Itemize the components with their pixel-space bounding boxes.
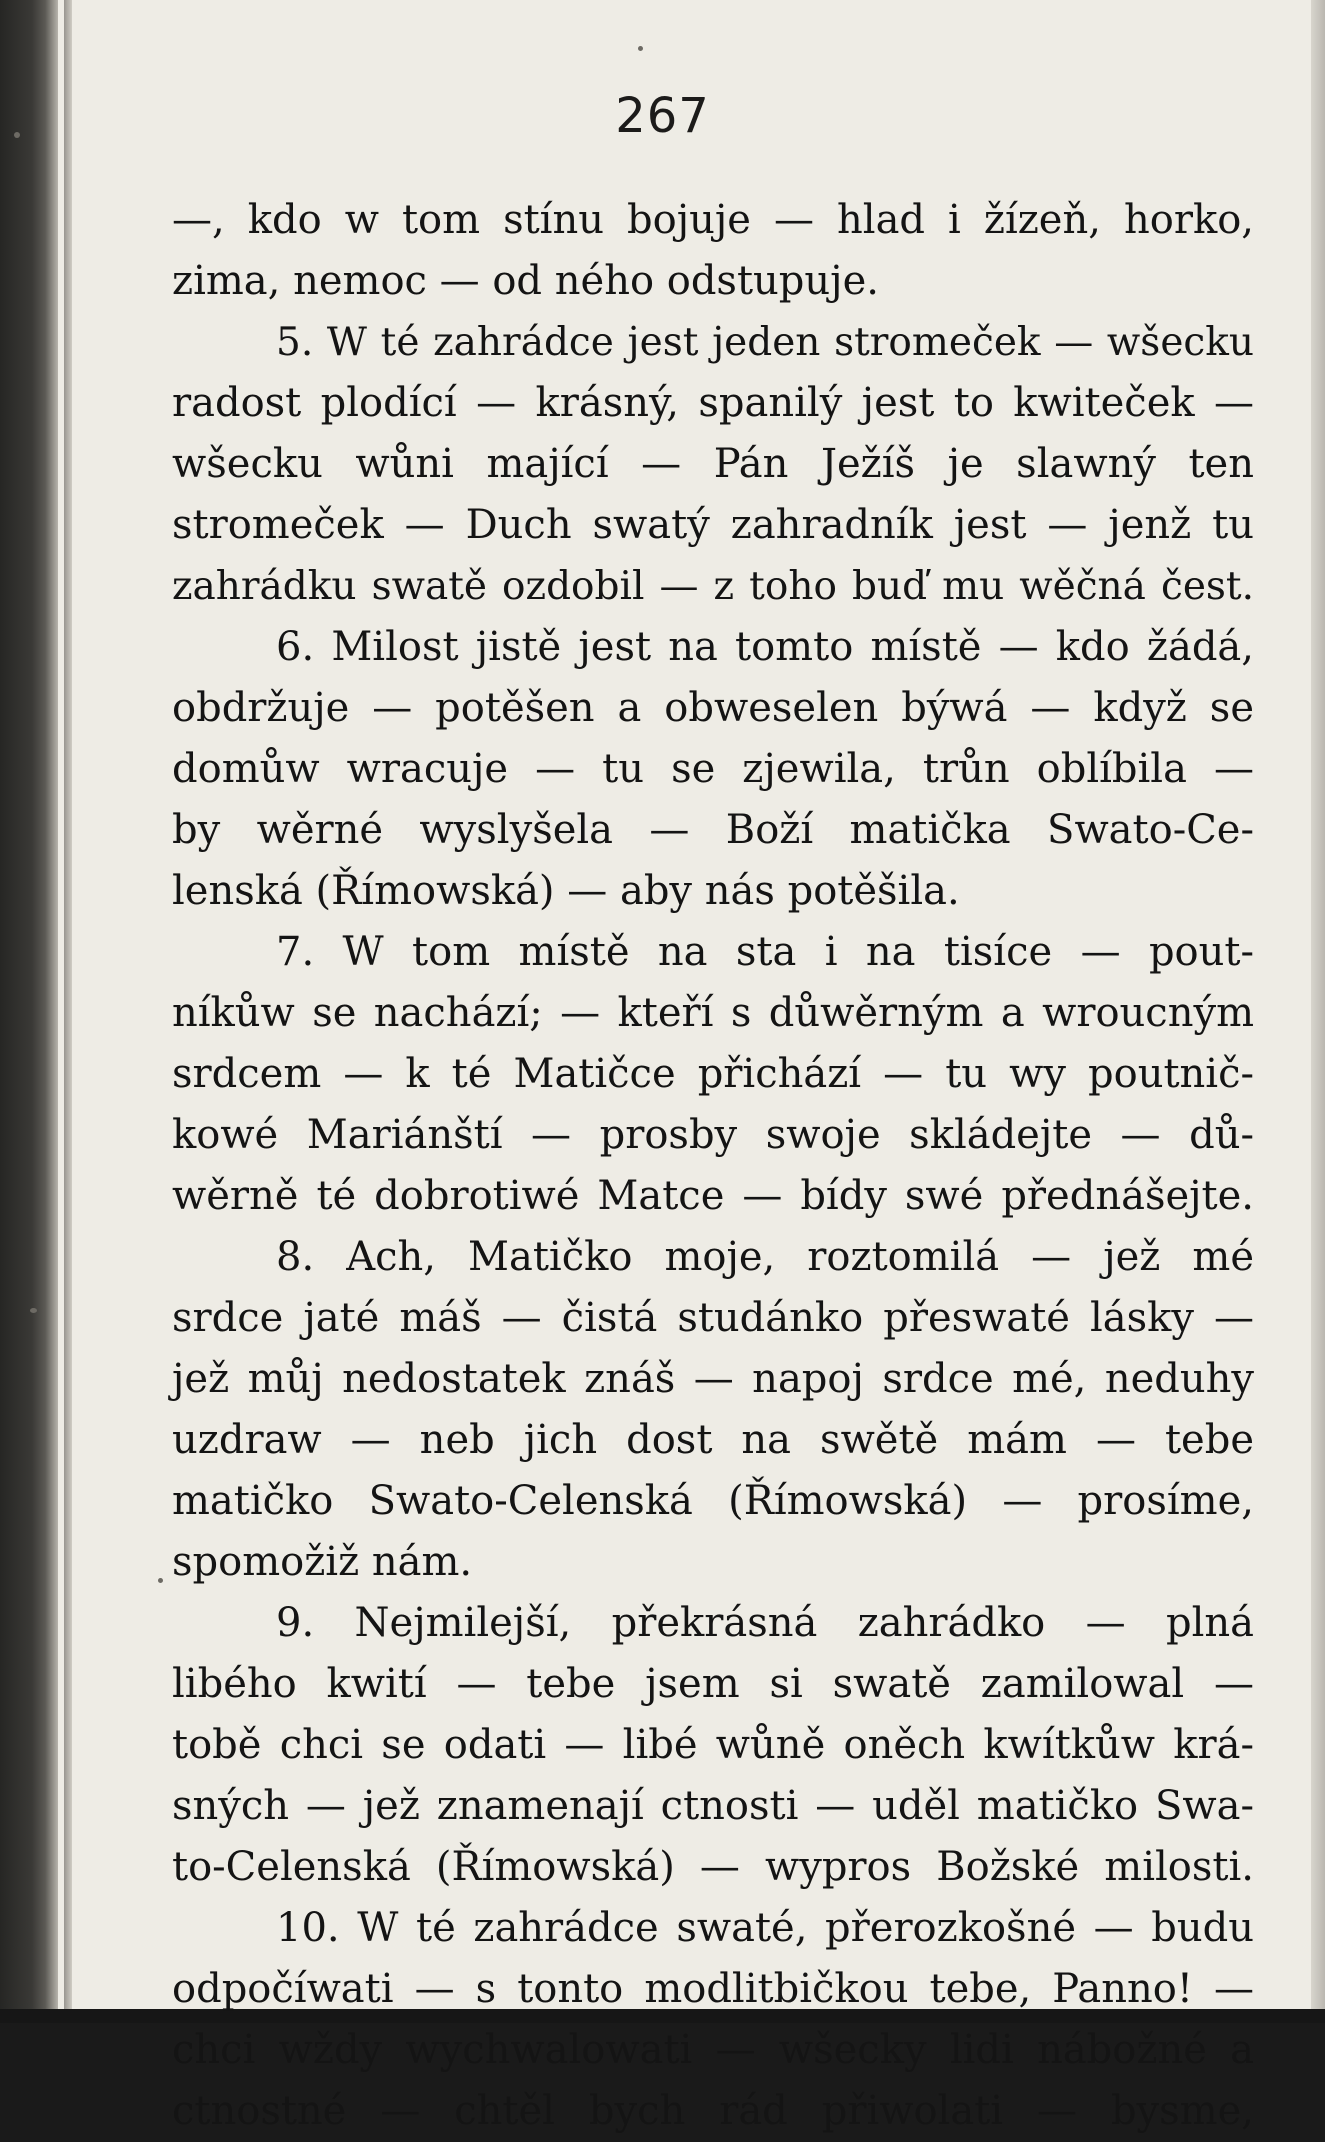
text-line: 9. Nejmilejší, překrásná zahrádko — plná (276, 1600, 1254, 1646)
paper-speck (638, 46, 643, 51)
text-line: 8. Ach, Matičko moje, roztomilá — jež mé (276, 1234, 1254, 1280)
text-line: 10. W té zahrádce swaté, přerozkošné — budu (276, 1905, 1254, 1951)
text-line: lenská (Římowská) — aby nás potěšila. (172, 868, 960, 914)
text-line: zima, nemoc — od ného odstupuje. (172, 258, 879, 304)
text-line: sných — jež znamenají ctnosti — uděl matičko Swa- (172, 1783, 1254, 1829)
book-spine-shadow (0, 0, 58, 2023)
text-line: wšecku wůni mající — Pán Ježíš je slawný ten (172, 441, 1254, 487)
text-line: zahrádku swatě ozdobil — z toho buď mu wěčná čest. (172, 564, 1254, 609)
text-line: to-Celenská (Římowská) — wypros Božské milosti. (172, 1844, 1254, 1890)
paper-speck (30, 1308, 37, 1313)
page-gutter-edge (64, 0, 72, 2023)
text-line: by wěrné wyslyšela — Boží matička Swato-Ce- (172, 807, 1254, 853)
body-text (172, 190, 1254, 2142)
text-line: chci wždy wychwalowati — wšecky lidi nábožné a (172, 2027, 1254, 2073)
text-line: kowé Mariánští — prosby swoje skládejte — dů- (172, 1112, 1254, 1158)
text-line: wěrně té dobrotiwé Matce — bídy swé přednášejte. (172, 1173, 1254, 1219)
text-line: libého kwití — tebe jsem si swatě zamilowal — (172, 1661, 1254, 1707)
text-line: srdcem — k té Matičce přichází — tu wy poutnič- (172, 1051, 1254, 1097)
text-line: níkůw se nachází; — kteří s důwěrným a wroucným (172, 990, 1254, 1036)
text-line: stromeček — Duch swatý zahradník jest — jenž tu (172, 502, 1254, 548)
text-line: 7. W tom místě na sta i na tisíce — pout- (276, 929, 1254, 975)
text-line: 5. W té zahrádce jest jeden stromeček — wšecku (276, 320, 1254, 365)
text-line: tobě chci se odati — libé wůně oněch kwítkůw krá- (172, 1722, 1254, 1768)
text-line: matičko Swato-Celenská (Římowská) — prosíme, (172, 1478, 1254, 1524)
text-line: 6. Milost jistě jest na tomto místě — kdo žádá, (276, 624, 1254, 670)
text-line: radost plodící — krásný, spanilý jest to kwiteček — (172, 380, 1254, 426)
text-line: jež můj nedostatek znáš — napoj srdce mé, neduhy (172, 1356, 1254, 1402)
text-line: ctnostné — chtěl bych rád přiwolati — bysme, (172, 2088, 1254, 2134)
text-line: srdce jaté máš — čistá studánko přeswaté lásky — (172, 1295, 1254, 1341)
page-number: 267 (615, 88, 710, 144)
text-line: spomožiž nám. (172, 1539, 473, 1585)
text-line: obdržuje — potěšen a obweselen býwá — když se (172, 685, 1254, 731)
page-right-edge (1311, 0, 1325, 2023)
text-line: uzdraw — neb jich dost na swětě mám — tebe (172, 1417, 1254, 1463)
text-line: —, kdo w tom stínu bojuje — hlad i žízeň, horko, (172, 197, 1254, 243)
paper-speck (158, 1578, 163, 1583)
text-line: odpočíwati — s tonto modlitbičkou tebe, Panno! — (172, 1966, 1254, 2012)
text-line: domůw wracuje — tu se zjewila, trůn oblíbila — (172, 746, 1254, 792)
